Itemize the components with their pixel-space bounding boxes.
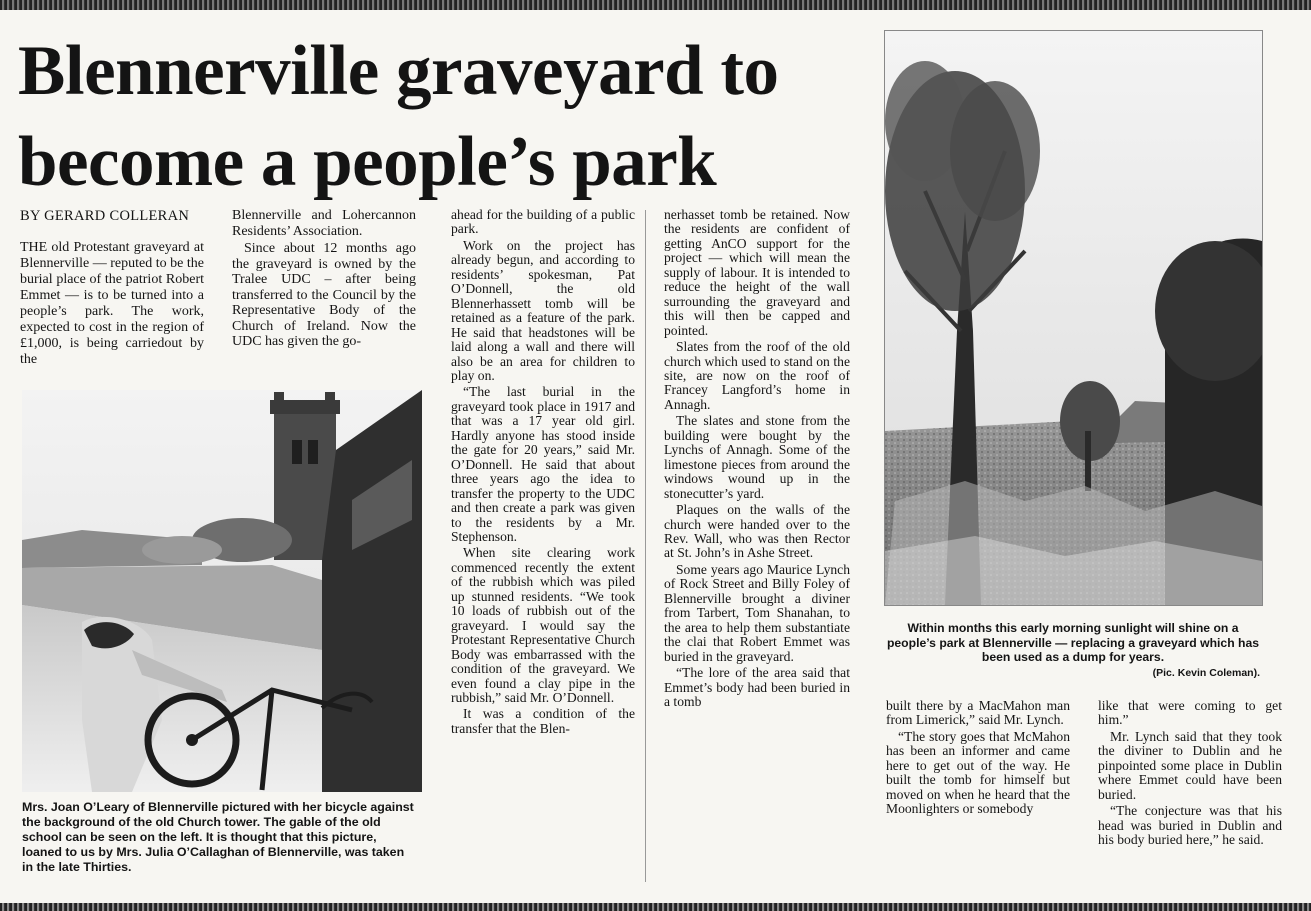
caption-text: Within months this early morning sunlight will shine on a people’s park at Blennerville — replacing a graveyard which has been used as a dump for years. bbox=[886, 621, 1260, 664]
caption-text: Mrs. Joan O’Leary of Blennerville pictured with her bicycle against the background of the old Church tower. The gable of the old school can be seen on the left. It is thought that this picture, loaned to us by Mrs. Julia O’Callaghan of Blennerville, was taken in the late Thirties. bbox=[22, 800, 414, 874]
park-photo-caption bbox=[886, 621, 1260, 680]
bicycle-photo-caption bbox=[22, 800, 418, 875]
article-paragraph: built there by a MacMahon man from Limerick,” said Mr. Lynch. bbox=[886, 698, 1070, 728]
article-paragraph: like that were coming to get him.” bbox=[1098, 698, 1282, 728]
article-paragraph: Since about 12 months ago the graveyard is owned by the Tralee UDC – after being transferred to the Council by the Representative Body of the Church of Ireland. Now the UDC has given the go- bbox=[232, 241, 416, 349]
article-paragraph: “The last burial in the graveyard took place in 1917 and that was a 17 year old girl. Hardly anyone has stood inside the gate for 20 years,” said Mr. O’Donnell. He said that about three years ago the idea to transfer the property to the UDC and then create a park was given to the residents by a Mr. Stephenson. bbox=[451, 384, 635, 544]
photo-credit: (Pic. Kevin Coleman). bbox=[1152, 666, 1260, 679]
article-paragraph: It was a condition of the transfer that the Blen- bbox=[451, 706, 635, 736]
article-paragraph: Work on the project has already begun, and according to residents’ spokesman, Pat O’Donnell, the old Blennerhassett tomb will be retained as a feature of the park. He said that headstones will be laid along a wall and there will also be an area for children to play on. bbox=[451, 237, 635, 383]
church-tower-bicycle-photo-icon bbox=[22, 390, 422, 792]
article-paragraph: “The lore of the area said that Emmet’s body had been buried in a tomb bbox=[664, 665, 850, 709]
article-column-4 bbox=[664, 208, 850, 709]
column-rule bbox=[645, 210, 646, 882]
bicycle-church-photo bbox=[22, 390, 422, 792]
headline: Blennerville graveyard to become a people’s park bbox=[18, 32, 779, 201]
article-paragraph: “The conjecture was that his head was buried in Dublin and his body buried here,” he said. bbox=[1098, 803, 1282, 848]
article-paragraph: When site clearing work commenced recently the extent of the rubbish which was piled up stunned residents. “We took 10 loads of rubbish out of the graveyard. I would say the Protestant Representative Church Body was embarrassed with the condition of the graveyard. We even found a clay pipe in the rubbish,” said Mr. O’Donnell. bbox=[451, 545, 635, 705]
article-paragraph: Mr. Lynch said that they took the diviner to Dublin and he pinpointed some place in Dublin where Emmet could have been buried. bbox=[1098, 728, 1282, 802]
article-paragraph: Slates from the roof of the old church which used to stand on the site, are now on the roof of Francey Langford’s home in Annagh. bbox=[664, 339, 850, 412]
article-paragraph: “The story goes that McMahon has been an informer and came here to get out of the way. He built the tomb for himself but moved on when he heard that the Moonlighters or somebody bbox=[886, 728, 1070, 817]
byline: BY GERARD COLLERAN bbox=[20, 208, 190, 224]
article-column-2 bbox=[232, 208, 416, 350]
article-column-6 bbox=[1098, 699, 1282, 848]
article-paragraph: THE old Protestant graveyard at Blennerville — reputed to be the burial place of the patriot Robert Emmet — is to be turned into a people’s park. The work, expected to cost in the region of £1,000, is being carriedout by the bbox=[20, 240, 204, 367]
article-column-1 bbox=[20, 240, 204, 368]
article-paragraph: Some years ago Maurice Lynch of Rock Street and Billy Foley of Blennerville brought a diviner from Tarbert, Tom Shanahan, to the area to help them substantiate the clai that Robert Emmet was buried in the graveyard. bbox=[664, 561, 850, 664]
graveyard-park-photo bbox=[884, 30, 1263, 606]
article-paragraph: The slates and stone from the building were bought by the Lynchs of Annagh. Some of the limestone pieces from around the windows wound up in the stonecutter’s yard. bbox=[664, 413, 850, 501]
article-paragraph: nerhasset tomb be retained. Now the residents are confident of getting AnCO support for the project — which will mean the supply of labour. It is intended to reduce the height of the wall surrounding the graveyard and this will then be capped and pointed. bbox=[664, 207, 850, 338]
article-column-5 bbox=[886, 699, 1070, 817]
overgrown-graveyard-photo-icon bbox=[885, 31, 1262, 605]
article-paragraph: ahead for the building of a public park. bbox=[451, 207, 635, 237]
article-column-3 bbox=[451, 208, 635, 736]
top-border bbox=[0, 0, 1311, 10]
article-paragraph: Blennerville and Lohercannon Residents’ Association. bbox=[232, 208, 416, 239]
article-paragraph: Plaques on the walls of the church were handed over to the Rev. Wall, who was then Rector at St. John’s in Ashe Street. bbox=[664, 502, 850, 561]
bottom-border bbox=[0, 903, 1311, 911]
